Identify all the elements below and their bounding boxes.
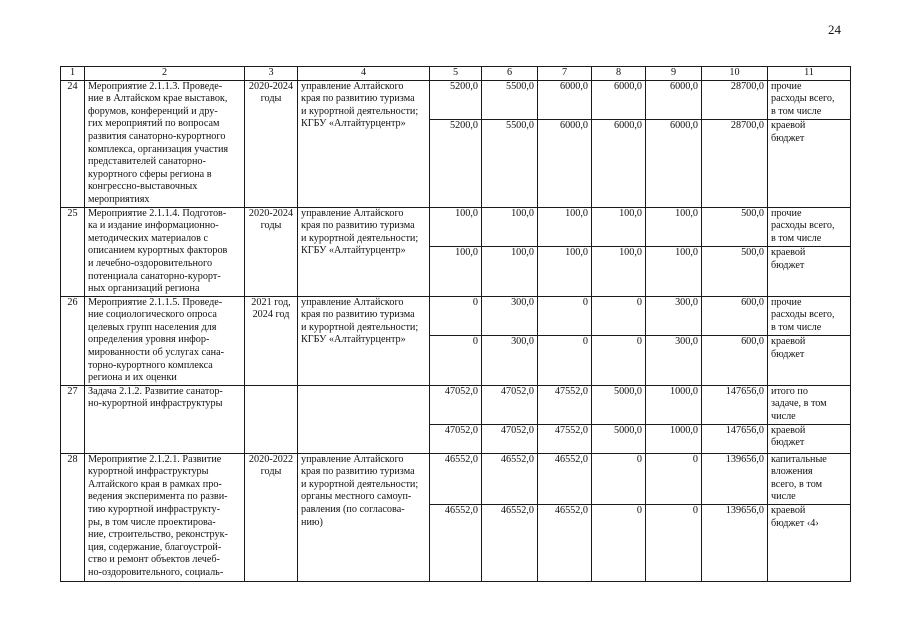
amount-cell: 139656,0	[702, 505, 768, 582]
amount-cell: 500,0	[702, 207, 768, 247]
responsible-executor: управление Алтайского края по развитию туризма и курортной деятельности; КГБУ «Алтайтурцентр»	[298, 207, 430, 296]
amount-cell: 5000,0	[592, 424, 646, 453]
funding-source: краевой бюджет	[768, 247, 851, 296]
activity-name: Мероприятие 2.1.1.4. Подготов- ка и издание информационно- методических материалов с описанием курортных факторов и лечебно-оздоровительного потенциала санаторно-курорт- ных организаций региона	[85, 207, 245, 296]
amount-cell: 5500,0	[482, 80, 538, 119]
amount-cell: 0	[646, 453, 702, 504]
amount-cell: 100,0	[538, 247, 592, 296]
amount-cell: 100,0	[646, 207, 702, 247]
amount-cell: 28700,0	[702, 80, 768, 119]
amount-cell: 100,0	[430, 207, 482, 247]
amount-cell: 46552,0	[482, 505, 538, 582]
amount-cell: 6000,0	[538, 120, 592, 208]
column-number: 10	[702, 67, 768, 81]
amount-cell: 100,0	[482, 247, 538, 296]
amount-cell: 46552,0	[430, 453, 482, 504]
column-number: 3	[245, 67, 298, 81]
amount-cell: 6000,0	[538, 80, 592, 119]
responsible-executor: управление Алтайского края по развитию туризма и курортной деятельности; КГБУ «Алтайтурцентр»	[298, 80, 430, 207]
amount-cell: 28700,0	[702, 120, 768, 208]
amount-cell: 5000,0	[592, 385, 646, 424]
responsible-executor: управление Алтайского края по развитию туризма и курортной деятельности; КГБУ «Алтайтурцентр»	[298, 296, 430, 385]
amount-cell: 147656,0	[702, 424, 768, 453]
amount-cell: 500,0	[702, 247, 768, 296]
amount-cell: 100,0	[646, 247, 702, 296]
amount-cell: 300,0	[482, 336, 538, 386]
funding-source: прочие расходы всего, в том числе	[768, 207, 851, 247]
row-number: 27	[61, 385, 85, 453]
funding-source: краевой бюджет	[768, 336, 851, 386]
amount-cell: 0	[430, 336, 482, 386]
funding-source: прочие расходы всего, в том числе	[768, 296, 851, 335]
funding-source: итого по задаче, в том числе	[768, 385, 851, 424]
amount-cell: 0	[592, 336, 646, 386]
column-number: 1	[61, 67, 85, 81]
amount-cell: 6000,0	[646, 80, 702, 119]
implementation-period: 2020-2022 годы	[245, 453, 298, 581]
funding-source: краевой бюджет ‹4›	[768, 505, 851, 582]
responsible-executor	[298, 385, 430, 453]
table-row	[61, 207, 851, 247]
amount-cell: 0	[592, 453, 646, 504]
amount-cell: 0	[430, 296, 482, 335]
amount-cell: 1000,0	[646, 424, 702, 453]
column-number: 8	[592, 67, 646, 81]
amount-cell: 47552,0	[538, 385, 592, 424]
activity-name: Задача 2.1.2. Развитие санатор- но-курортной инфраструктуры	[85, 385, 245, 453]
amount-cell: 100,0	[592, 207, 646, 247]
amount-cell: 5500,0	[482, 120, 538, 208]
amount-cell: 100,0	[538, 207, 592, 247]
funding-source: капитальные вложения всего, в том числе	[768, 453, 851, 504]
activity-name: Мероприятие 2.1.1.3. Проведе- ние в Алтайском крае выставок, форумов, конференций и дру- гих мероприятий по вопросам развития санаторно-курортного комплекса, организация участия представителей санаторно- курортного сферы региона в конгрессно-выставочных мероприятиях	[85, 80, 245, 207]
activity-name: Мероприятие 2.1.2.1. Развитие курортной инфраструктуры Алтайского края в рамках про- ведения эксперимента по разви- тию курортной инфраструкту- ры, в том числе проектирова- ние, строительство, реконструк- ция, содержание, благоустрой- ство и ремонт объектов лечеб- но-оздоровительного, социаль-	[85, 453, 245, 581]
column-number: 7	[538, 67, 592, 81]
amount-cell: 1000,0	[646, 385, 702, 424]
implementation-period	[245, 385, 298, 453]
amount-cell: 147656,0	[702, 385, 768, 424]
amount-cell: 0	[538, 336, 592, 386]
amount-cell: 0	[592, 296, 646, 335]
amount-cell: 300,0	[482, 296, 538, 335]
amount-cell: 46552,0	[430, 505, 482, 582]
amount-cell: 600,0	[702, 296, 768, 335]
amount-cell: 6000,0	[646, 120, 702, 208]
activity-name: Мероприятие 2.1.1.5. Проведе- ние социологического опроса целевых групп населения для определения уровня инфор- мированности об услугах сана- торно-курортного комплекса региона и их оценки	[85, 296, 245, 385]
column-number: 4	[298, 67, 430, 81]
column-number: 2	[85, 67, 245, 81]
column-number-row	[61, 67, 851, 81]
amount-cell: 46552,0	[482, 453, 538, 504]
funding-source: прочие расходы всего, в том числе	[768, 80, 851, 119]
amount-cell: 47552,0	[538, 424, 592, 453]
page-number: 24	[828, 22, 841, 37]
amount-cell: 6000,0	[592, 120, 646, 208]
amount-cell: 46552,0	[538, 505, 592, 582]
table-row	[61, 80, 851, 119]
row-number: 28	[61, 453, 85, 581]
amount-cell: 100,0	[482, 207, 538, 247]
table-row	[61, 453, 851, 504]
amount-cell: 600,0	[702, 336, 768, 386]
amount-cell: 47052,0	[430, 385, 482, 424]
amount-cell: 46552,0	[538, 453, 592, 504]
amount-cell: 0	[538, 296, 592, 335]
implementation-period: 2021 год, 2024 год	[245, 296, 298, 385]
table-row	[61, 296, 851, 335]
amount-cell: 100,0	[430, 247, 482, 296]
amount-cell: 139656,0	[702, 453, 768, 504]
column-number: 5	[430, 67, 482, 81]
row-number: 25	[61, 207, 85, 296]
amount-cell: 0	[646, 505, 702, 582]
implementation-period: 2020-2024 годы	[245, 207, 298, 296]
amount-cell: 100,0	[592, 247, 646, 296]
amount-cell: 5200,0	[430, 120, 482, 208]
row-number: 24	[61, 80, 85, 207]
funding-source: краевой бюджет	[768, 424, 851, 453]
amount-cell: 300,0	[646, 336, 702, 386]
program-activities-table	[60, 66, 851, 582]
amount-cell: 0	[592, 505, 646, 582]
implementation-period: 2020-2024 годы	[245, 80, 298, 207]
column-number: 9	[646, 67, 702, 81]
column-number: 6	[482, 67, 538, 81]
amount-cell: 47052,0	[430, 424, 482, 453]
responsible-executor: управление Алтайского края по развитию туризма и курортной деятельности; органы местного самоуп- равления (по согласова- нию)	[298, 453, 430, 581]
funding-source: краевой бюджет	[768, 120, 851, 208]
column-number: 11	[768, 67, 851, 81]
amount-cell: 5200,0	[430, 80, 482, 119]
row-number: 26	[61, 296, 85, 385]
table-row	[61, 385, 851, 424]
amount-cell: 300,0	[646, 296, 702, 335]
amount-cell: 47052,0	[482, 424, 538, 453]
amount-cell: 6000,0	[592, 80, 646, 119]
amount-cell: 47052,0	[482, 385, 538, 424]
